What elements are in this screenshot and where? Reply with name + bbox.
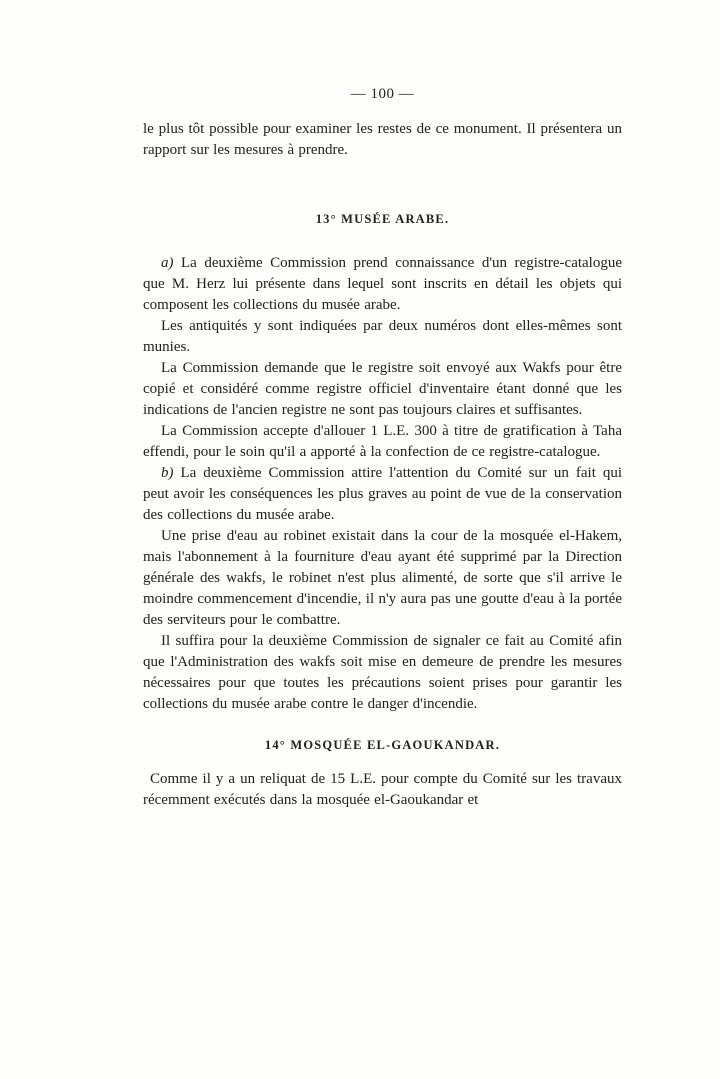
section-heading: 14° MOSQUÉE EL-GAOUKANDAR.	[264, 738, 501, 752]
paragraph-text: La deuxième Commission prend connaissance d'un registre-catalogue que M. Herz lui présente dans lequel sont inscrits en détail les objets qui composent les collections du musée arabe.	[143, 255, 622, 313]
section-heading: 13° MUSÉE ARABE.	[315, 212, 450, 226]
paragraph: Comme il y a un reliquat de 15 L.E. pour compte du Comité sur les travaux récemment exécutés dans la mosquée el-Gaoukandar et	[143, 771, 622, 808]
paragraph-text: La deuxième Commission attire l'attention du Comité sur un fait qui peut avoir les conséquences les plus graves au point de vue de la conservation des collections du musée arabe.	[143, 465, 622, 523]
paragraph: La Commission demande que le registre soit envoyé aux Wakfs pour être copié et considéré comme registre officiel d'inventaire étant donné que les indications de l'ancien registre ne sont pas toujours claires et suffisantes.	[143, 360, 622, 418]
paragraph	[143, 253, 622, 316]
list-marker: a)	[161, 255, 174, 271]
list-marker: b)	[161, 465, 174, 481]
document-page	[143, 0, 622, 811]
paragraph	[143, 463, 622, 526]
paragraph: Les antiquités y sont indiquées par deux numéros dont elles-mêmes sont munies.	[143, 318, 622, 355]
paragraph: La Commission accepte d'allouer 1 L.E. 300 à titre de gratification à Taha effendi, pour le soin qu'il a apporté à la confection de ce registre-catalogue.	[143, 423, 622, 460]
paragraph: Il suffira pour la deuxième Commission de signaler ce fait au Comité afin que l'Administration des wakfs soit mise en demeure de prendre les mesures nécessaires pour que toutes les précautions soient prises pour garantir les collections du musée arabe contre le danger d'incendie.	[143, 633, 622, 712]
paragraph: Une prise d'eau au robinet existait dans la cour de la mosquée el-Hakem, mais l'abonnement à la fourniture d'eau ayant été supprimé par la Direction générale des wakfs, le robinet n'est plus alimenté, de sorte que s'il arrive le moindre commencement d'incendie, il n'y aura pas une goutte d'eau à la portée des serviteurs pour le combattre.	[143, 528, 622, 628]
paragraph: le plus tôt possible pour examiner les restes de ce monument. Il présentera un rapport sur les mesures à prendre.	[143, 121, 622, 158]
page-number: — 100 —	[350, 86, 415, 102]
